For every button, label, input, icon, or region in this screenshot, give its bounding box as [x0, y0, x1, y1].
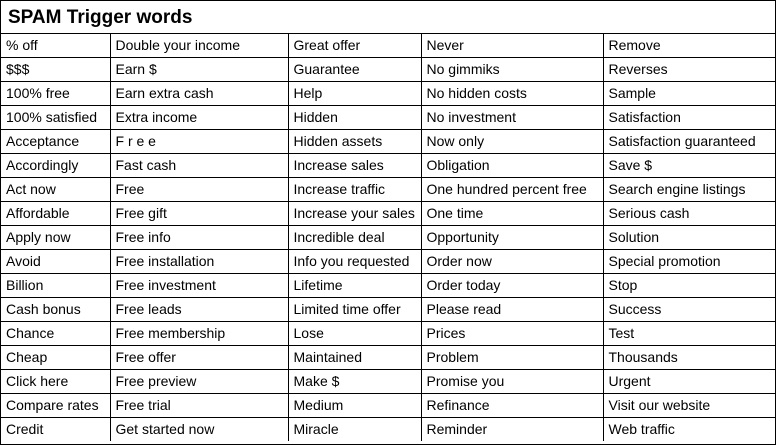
- table-row: [1, 274, 775, 298]
- table-cell: Urgent: [603, 370, 775, 394]
- table-cell: No hidden costs: [421, 82, 603, 106]
- table-cell: F r e e: [110, 130, 288, 154]
- table-cell: Never: [421, 34, 603, 58]
- table-cell: Hidden assets: [288, 130, 421, 154]
- table-cell: Prices: [421, 322, 603, 346]
- table-cell: Visit our website: [603, 394, 775, 418]
- table-cell: Act now: [1, 178, 110, 202]
- table-row: [1, 106, 775, 130]
- table-cell: Earn extra cash: [110, 82, 288, 106]
- sheet-title: SPAM Trigger words: [1, 1, 775, 34]
- table-cell: Avoid: [1, 250, 110, 274]
- table-cell: $$$: [1, 58, 110, 82]
- table-cell: Special promotion: [603, 250, 775, 274]
- table-cell: Increase sales: [288, 154, 421, 178]
- table-row: [1, 178, 775, 202]
- table-cell: % off: [1, 34, 110, 58]
- table-cell: Help: [288, 82, 421, 106]
- table-cell: Earn $: [110, 58, 288, 82]
- table-row: [1, 130, 775, 154]
- table-row: [1, 58, 775, 82]
- table-cell: Promise you: [421, 370, 603, 394]
- table-cell: Increase traffic: [288, 178, 421, 202]
- table-row: [1, 250, 775, 274]
- table-row: [1, 394, 775, 418]
- table-cell: Affordable: [1, 202, 110, 226]
- table-cell: Satisfaction guaranteed: [603, 130, 775, 154]
- table-cell: Click here: [1, 370, 110, 394]
- table-cell: Extra income: [110, 106, 288, 130]
- table-cell: One time: [421, 202, 603, 226]
- table-cell: Stop: [603, 274, 775, 298]
- table-cell: Lifetime: [288, 274, 421, 298]
- table-cell: Success: [603, 298, 775, 322]
- table-cell: Reminder: [421, 418, 603, 442]
- table-cell: Increase your sales: [288, 202, 421, 226]
- table-cell: Info you requested: [288, 250, 421, 274]
- table-cell: Hidden: [288, 106, 421, 130]
- table-cell: Test: [603, 322, 775, 346]
- table-cell: Compare rates: [1, 394, 110, 418]
- table-cell: Web traffic: [608, 421, 675, 437]
- table-cell: Incredible deal: [288, 226, 421, 250]
- table-cell: Guarantee: [288, 58, 421, 82]
- table-cell: Free leads: [110, 298, 288, 322]
- table-cell: Medium: [288, 394, 421, 418]
- table-row: [1, 34, 775, 58]
- table-cell: Double your income: [110, 34, 288, 58]
- table-row: [1, 322, 775, 346]
- table-cell: Order now: [421, 250, 603, 274]
- table-cell: Fast cash: [110, 154, 288, 178]
- table-row: [1, 298, 775, 322]
- table-cell: Apply now: [1, 226, 110, 250]
- table-cell: Cheap: [1, 346, 110, 370]
- table-cell: Acceptance: [1, 130, 110, 154]
- table-cell: Maintained: [288, 346, 421, 370]
- table-cell: One hundred percent free: [421, 178, 603, 202]
- table-cell: Satisfaction: [603, 106, 775, 130]
- table-cell: Make $: [288, 370, 421, 394]
- table-cell: Free trial: [110, 394, 288, 418]
- table-cell: Free info: [110, 226, 288, 250]
- spam-words-table: [1, 34, 775, 441]
- table-row: [1, 82, 775, 106]
- table-cell: Free offer: [110, 346, 288, 370]
- table-row: [1, 370, 775, 394]
- table-cell: Remove: [603, 34, 775, 58]
- table-cell: Serious cash: [603, 202, 775, 226]
- table-cell: Free membership: [110, 322, 288, 346]
- table-cell: Limited time offer: [288, 298, 421, 322]
- table-cell: Cash bonus: [1, 298, 110, 322]
- table-cell: Free preview: [110, 370, 288, 394]
- table-cell: Get started now: [110, 418, 288, 442]
- table-cell: Free installation: [110, 250, 288, 274]
- table-cell: Billion: [1, 274, 110, 298]
- table-cell: Obligation: [421, 154, 603, 178]
- table-row: [1, 202, 775, 226]
- table-cell: Reverses: [603, 58, 775, 82]
- table-cell: Free investment: [110, 274, 288, 298]
- table-cell: Accordingly: [1, 154, 110, 178]
- table-row: [1, 418, 775, 442]
- table-cell: Thousands: [603, 346, 775, 370]
- table-row: [1, 226, 775, 250]
- table-cell: Search engine listings: [603, 178, 775, 202]
- table-row: [1, 154, 775, 178]
- table-cell: 100% satisfied: [1, 106, 110, 130]
- table-cell: Free: [110, 178, 288, 202]
- table-cell: Credit: [1, 418, 110, 442]
- table-cell: Solution: [603, 226, 775, 250]
- table-cell: Sample: [603, 82, 775, 106]
- table-cell: Great offer: [288, 34, 421, 58]
- table-cell: Problem: [421, 346, 603, 370]
- table-cell: Now only: [421, 130, 603, 154]
- table-cell: Refinance: [421, 394, 603, 418]
- table-cell: Please read: [421, 298, 603, 322]
- table-cell: Miracle: [288, 418, 421, 442]
- table-cell: 100% free: [1, 82, 110, 106]
- table-cell: Free gift: [110, 202, 288, 226]
- table-row: [1, 346, 775, 370]
- table-cell: Save $: [603, 154, 775, 178]
- table-cell: No investment: [421, 106, 603, 130]
- table-cell: Order today: [421, 274, 603, 298]
- table-cell: Chance: [1, 322, 110, 346]
- table-cell: No gimmiks: [421, 58, 603, 82]
- table-cell: Opportunity: [421, 226, 603, 250]
- table-cell: Lose: [288, 322, 421, 346]
